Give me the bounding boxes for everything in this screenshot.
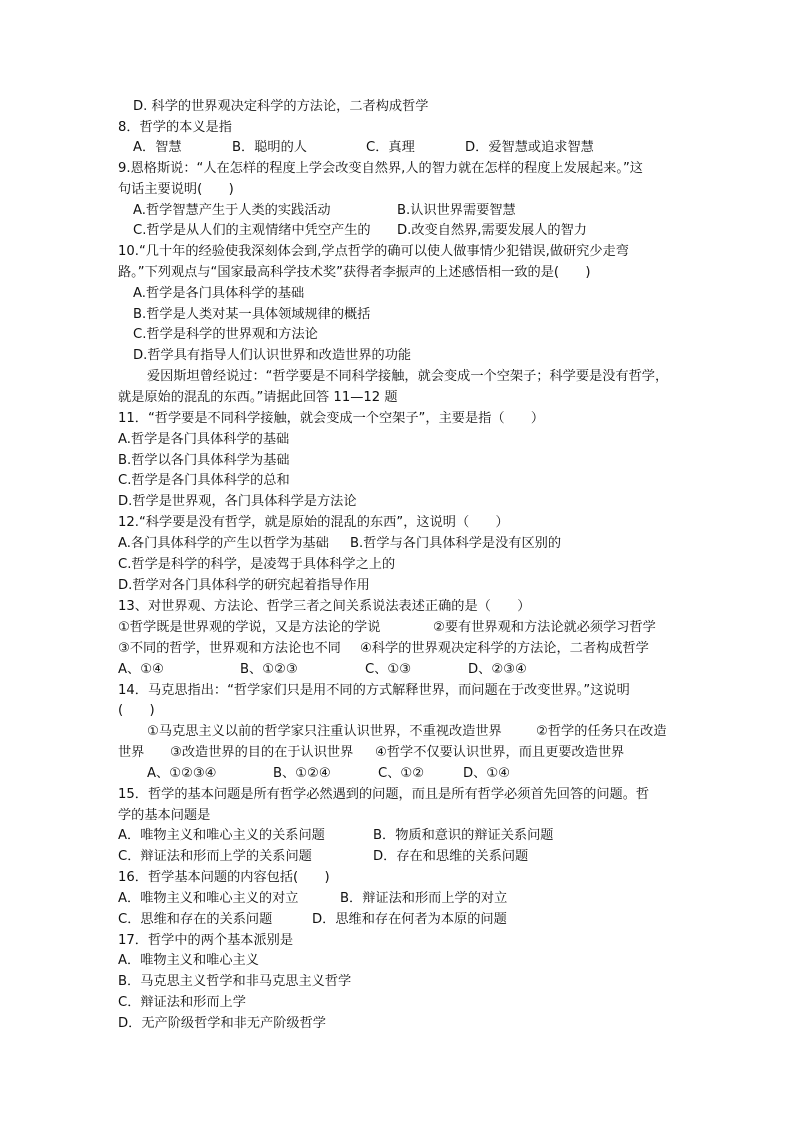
q13-stem bbox=[118, 598, 530, 616]
q13-item-2 bbox=[433, 619, 656, 637]
q15-option-c bbox=[118, 848, 312, 866]
q9-stem bbox=[118, 160, 643, 178]
q16-option-d bbox=[312, 911, 507, 929]
q8-option-c bbox=[366, 139, 415, 157]
text: D、①④ bbox=[463, 766, 510, 781]
text: 12.“科学要是没有哲学，就是原始的混乱的东西”，这说明（ ） bbox=[118, 515, 509, 530]
text: ③不同的哲学，世界观和方法论也不同 bbox=[118, 641, 341, 656]
text: B、①②③ bbox=[240, 662, 298, 677]
text: 11．“哲学要是不同科学接触，就会变成一个空架子”，主要是指（ ） bbox=[118, 411, 545, 426]
q17-option-d bbox=[118, 1015, 326, 1033]
q13-option-a bbox=[118, 661, 164, 679]
q7-option-d bbox=[133, 98, 428, 116]
q10-option-c bbox=[133, 326, 318, 344]
text: ②哲学的任务只在改造 bbox=[536, 724, 667, 739]
q9-option-b bbox=[397, 202, 516, 220]
q14-option-d bbox=[463, 765, 510, 783]
text: A、①④ bbox=[118, 662, 164, 677]
text: A.哲学是各门具体科学的基础 bbox=[118, 432, 290, 447]
text: B．聪明的人 bbox=[232, 140, 307, 155]
text: 16．哲学基本问题的内容包括( ) bbox=[118, 870, 330, 885]
text: 14．马克思指出：“哲学家们只是用不同的方式解释世界，而问题在于改变世界。”这说明 bbox=[118, 683, 630, 698]
text: B.哲学是人类对某一具体领域规律的概括 bbox=[133, 307, 371, 322]
q10-option-b bbox=[133, 306, 370, 324]
text: ( ) bbox=[118, 703, 155, 718]
q10-stem-cont bbox=[118, 264, 591, 282]
q12-option-c bbox=[118, 556, 395, 574]
q11-option-c bbox=[118, 472, 290, 490]
q15-option-b bbox=[373, 827, 553, 845]
text: D.改变自然界,需要发展人的智力 bbox=[397, 223, 587, 238]
text: ①哲学既是世界观的学说，又是方法论的学说 bbox=[118, 620, 381, 635]
q16-stem bbox=[118, 869, 330, 887]
text: C.哲学是科学的科学，是凌驾于具体科学之上的 bbox=[118, 557, 396, 572]
q8-option-b bbox=[232, 139, 307, 157]
text: A.哲学智慧产生于人类的实践活动 bbox=[133, 203, 331, 218]
text: C.哲学是从人们的主观情绪中凭空产生的 bbox=[133, 223, 371, 238]
text: ④哲学不仅要认识世界，而且更要改造世界 bbox=[375, 745, 625, 760]
q12-stem bbox=[118, 514, 509, 532]
q13-option-b bbox=[240, 661, 298, 679]
text: A.哲学是各门具体科学的基础 bbox=[133, 286, 305, 301]
q14-item-3 bbox=[170, 744, 353, 762]
text: D．爱智慧或追求智慧 bbox=[465, 140, 594, 155]
q14-item-2 bbox=[536, 723, 667, 741]
q14-item-2-cont bbox=[118, 744, 144, 762]
text: B.认识世界需要智慧 bbox=[397, 203, 516, 218]
q8-option-a bbox=[133, 139, 182, 157]
q15-stem bbox=[118, 786, 649, 804]
q13-option-c bbox=[365, 661, 411, 679]
text: C、①② bbox=[378, 766, 425, 781]
text: 世界 bbox=[118, 745, 145, 760]
text: 8．哲学的本义是指 bbox=[118, 120, 232, 135]
q12-option-a bbox=[118, 535, 329, 553]
text: ②要有世界观和方法论就必须学习哲学 bbox=[433, 620, 656, 635]
text: D．存在和思维的关系问题 bbox=[373, 849, 529, 864]
text: C．辩证法和形而上学 bbox=[118, 995, 246, 1010]
text: B.哲学以各门具体科学为基础 bbox=[118, 453, 290, 468]
text: D．思维和存在何者为本原的问题 bbox=[312, 912, 507, 927]
text: 13、对世界观、方法论、哲学三者之间关系说法表述正确的是（ ） bbox=[118, 599, 531, 614]
einstein-quote bbox=[147, 368, 668, 386]
text: A、①②③④ bbox=[147, 766, 217, 781]
text: A．唯物主义和唯心主义的对立 bbox=[118, 891, 299, 906]
text: 10.“几十年的经验使我深刻体会到,学点哲学的确可以使人做事情少犯错误,做研究少走弯 bbox=[118, 244, 629, 259]
text: D、②③④ bbox=[468, 662, 527, 677]
q8-stem bbox=[118, 119, 232, 137]
q14-item-4 bbox=[375, 744, 624, 762]
text: A．智慧 bbox=[133, 140, 182, 155]
q14-stem-paren bbox=[118, 702, 155, 720]
q9-option-d bbox=[397, 222, 587, 240]
q17-option-c bbox=[118, 994, 246, 1012]
q14-stem bbox=[118, 682, 630, 700]
q16-option-b bbox=[340, 890, 507, 908]
text: B．辩证法和形而上学的对立 bbox=[340, 891, 508, 906]
q16-option-c bbox=[118, 911, 272, 929]
q15-option-d bbox=[373, 848, 528, 866]
text: C.哲学是各门具体科学的总和 bbox=[118, 473, 290, 488]
text: 9.恩格斯说：“人在怎样的程度上学会改变自然界,人的智力就在怎样的程度上发展起来。”这 bbox=[118, 161, 643, 176]
q15-option-a bbox=[118, 827, 325, 845]
text: C．真理 bbox=[366, 140, 415, 155]
q14-option-a bbox=[147, 765, 217, 783]
q11-option-d bbox=[118, 493, 357, 511]
q9-option-c bbox=[133, 222, 371, 240]
text: D.哲学对各门具体科学的研究起着指导作用 bbox=[118, 578, 370, 593]
text: 句话主要说明( ) bbox=[118, 182, 234, 197]
text: 爱因斯坦曾经说过：“哲学要是不同科学接触，就会变成一个空架子；科学要是没有哲学， bbox=[147, 369, 669, 384]
text: D. 科学的世界观决定科学的方法论，二者构成哲学 bbox=[133, 99, 429, 114]
text: ③改造世界的目的在于认识世界 bbox=[170, 745, 354, 760]
q11-option-a bbox=[118, 431, 289, 449]
text: 学的基本问题是 bbox=[118, 808, 211, 823]
q14-item-1 bbox=[147, 723, 502, 741]
text: 17．哲学中的两个基本派别是 bbox=[118, 933, 294, 948]
q15-stem-cont bbox=[118, 807, 210, 825]
q17-option-b bbox=[118, 973, 351, 991]
text: ①马克思主义以前的哲学家只注重认识世界，不重视改造世界 bbox=[147, 724, 502, 739]
q9-option-a bbox=[133, 202, 331, 220]
q16-option-a bbox=[118, 890, 298, 908]
q11-stem bbox=[118, 410, 544, 428]
q11-option-b bbox=[118, 452, 290, 470]
text: A.各门具体科学的产生以哲学为基础 bbox=[118, 536, 329, 551]
q17-option-a bbox=[118, 952, 259, 970]
text: A．唯物主义和唯心主义 bbox=[118, 953, 259, 968]
text: C．辩证法和形而上学的关系问题 bbox=[118, 849, 312, 864]
text: B．物质和意识的辩证关系问题 bbox=[373, 828, 554, 843]
q8-option-d bbox=[465, 139, 594, 157]
q12-option-d bbox=[118, 577, 370, 595]
text: C．思维和存在的关系问题 bbox=[118, 912, 273, 927]
q10-option-d bbox=[133, 347, 411, 365]
q10-option-a bbox=[133, 285, 304, 303]
q17-stem bbox=[118, 932, 293, 950]
q9-stem-cont bbox=[118, 181, 234, 199]
text: ④科学的世界观决定科学的方法论，二者构成哲学 bbox=[360, 641, 649, 656]
text: B、①②④ bbox=[273, 766, 331, 781]
q14-option-c bbox=[378, 765, 424, 783]
text: B.哲学与各门具体科学是没有区别的 bbox=[350, 536, 562, 551]
q10-stem bbox=[118, 243, 629, 261]
text: D.哲学是世界观，各门具体科学是方法论 bbox=[118, 494, 357, 509]
text: 就是原始的混乱的东西。”请据此回答 11—12 题 bbox=[118, 390, 398, 405]
q12-option-b bbox=[350, 535, 561, 553]
text: C、①③ bbox=[365, 662, 412, 677]
q13-item-3 bbox=[118, 640, 341, 658]
text: 15．哲学的基本问题是所有哲学必然遇到的问题，而且是所有哲学必须首先回答的问题。哲 bbox=[118, 787, 650, 802]
text: C.哲学是科学的世界观和方法论 bbox=[133, 327, 318, 342]
q13-option-d bbox=[468, 661, 527, 679]
q13-item-4 bbox=[360, 640, 674, 658]
text: A．唯物主义和唯心主义的关系问题 bbox=[118, 828, 325, 843]
text: D.哲学具有指导人们认识世界和改造世界的功能 bbox=[133, 348, 412, 363]
text: 路。”下列观点与“国家最高科学技术奖”获得者李振声的上述感悟相一致的是( ) bbox=[118, 265, 591, 280]
q14-option-b bbox=[273, 765, 331, 783]
einstein-quote-cont bbox=[118, 389, 398, 407]
text: D．无产阶级哲学和非无产阶级哲学 bbox=[118, 1016, 326, 1031]
text: B．马克思主义哲学和非马克思主义哲学 bbox=[118, 974, 352, 989]
q13-item-1 bbox=[118, 619, 380, 637]
